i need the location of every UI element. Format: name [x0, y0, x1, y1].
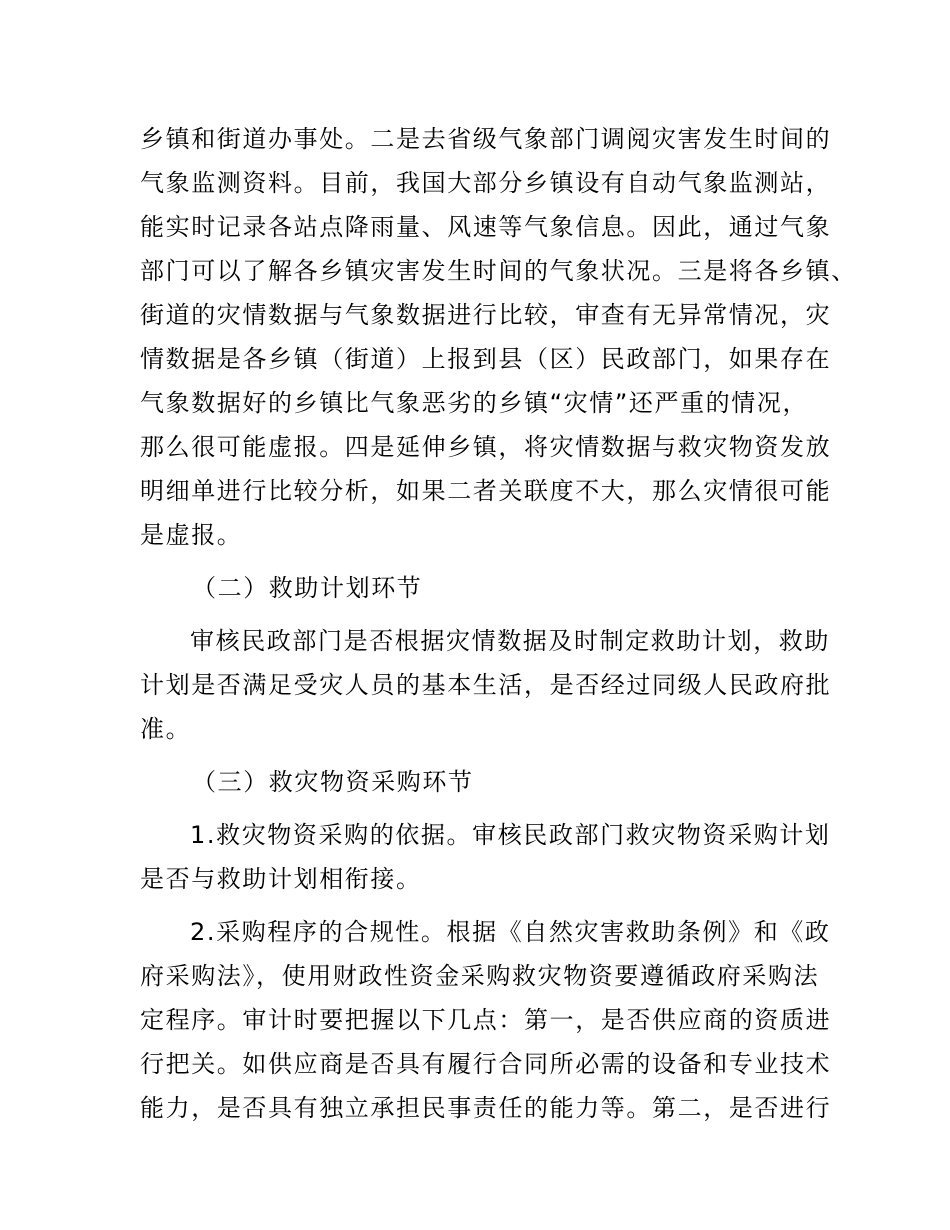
text-line: 定程序。审计时要把握以下几点：第一，是否供应商的资质进: [140, 1006, 832, 1034]
section-heading-procurement: （三）救灾物资采购环节: [192, 768, 474, 796]
text-line: 能力，是否具有独立承担民事责任的能力等。第二，是否进行: [140, 1094, 832, 1122]
text-line: 是虚报。: [140, 521, 243, 549]
text-line: 那么很可能虚报。四是延伸乡镇，将灾情数据与救灾物资发放: [140, 433, 832, 461]
text-line: 明细单进行比较分析，如果二者关联度不大，那么灾情很可能: [140, 477, 832, 505]
section-heading-relief-plan: （二）救助计划环节: [192, 574, 423, 602]
text-line: 准。: [140, 715, 192, 743]
text-line: 情数据是各乡镇（街道）上报到县（区）民政部门，如果存在: [140, 345, 832, 373]
paragraph-disaster-data: [140, 117, 857, 557]
text-line: 能实时记录各站点降雨量、风速等气象信息。因此，通过气象: [140, 213, 832, 241]
text-line: 部门可以了解各乡镇灾害发生时间的气象状况。三是将各乡镇、: [140, 257, 857, 285]
text-line: 行把关。如供应商是否具有履行合同所必需的设备和专业技术: [140, 1050, 832, 1078]
text-line: 街道的灾情数据与气象数据进行比较，审查有无异常情况，灾: [140, 301, 832, 329]
text-line: 乡镇和街道办事处。二是去省级气象部门调阅灾害发生时间的: [140, 125, 832, 153]
text-line: 气象监测资料。目前，我国大部分乡镇设有自动气象监测站，: [140, 169, 832, 197]
text-line: 2.采购程序的合规性。根据《自然灾害救助条例》和《政: [190, 918, 831, 946]
text-line: 府采购法》，使用财政性资金采购救灾物资要遵循政府采购法: [140, 962, 820, 990]
text-line: 审核民政部门是否根据灾情数据及时制定救助计划，救助: [190, 627, 830, 655]
paragraph-relief-plan: [140, 619, 830, 751]
text-line: 气象数据好的乡镇比气象恶劣的乡镇“灾情”还严重的情况，: [140, 389, 809, 417]
paragraph-procurement-compliance: [140, 910, 830, 1130]
paragraph-procurement-basis: [140, 813, 830, 901]
text-line: 1.救灾物资采购的依据。审核民政部门救灾物资采购计划: [190, 821, 831, 849]
text-line: 计划是否满足受灾人员的基本生活，是否经过同级人民政府批: [140, 671, 832, 699]
text-line: 是否与救助计划相衔接。: [140, 865, 422, 893]
document-body: [140, 117, 857, 1130]
